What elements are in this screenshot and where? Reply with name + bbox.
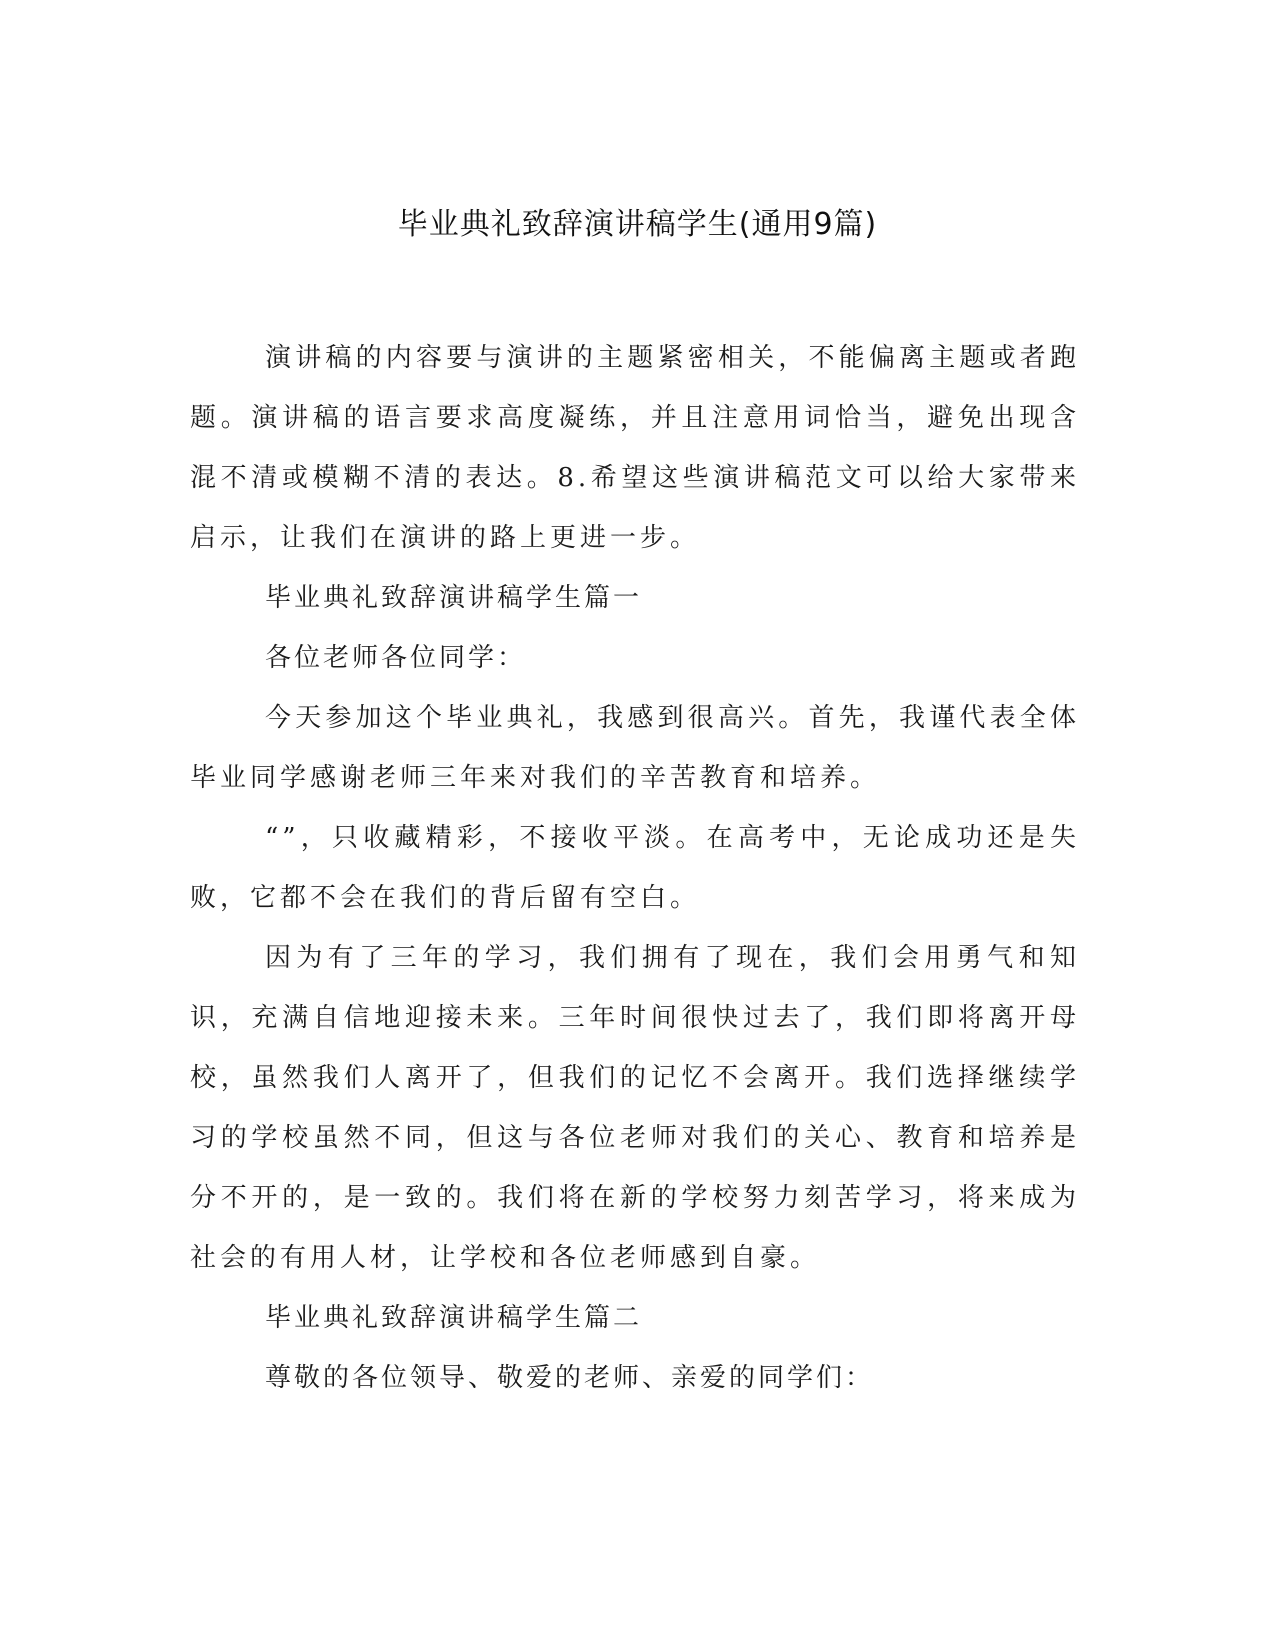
salutation-2: 尊敬的各位领导、敬爱的老师、亲爱的同学们： bbox=[265, 1363, 875, 1393]
section-heading-2: 毕业典礼致辞演讲稿学生篇二 bbox=[265, 1303, 643, 1333]
document-body bbox=[190, 328, 1080, 1408]
section-heading-1: 毕业典礼致辞演讲稿学生篇一 bbox=[265, 583, 643, 613]
speech-paragraph-2: “”，只收藏精彩，不接收平淡。在高考中，无论成功还是失败，它都不会在我们的背后留有空白。 bbox=[190, 823, 1080, 913]
intro-paragraph: 演讲稿的内容要与演讲的主题紧密相关，不能偏离主题或者跑题。演讲稿的语言要求高度凝练，并且注意用词恰当，避免出现含混不清或模糊不清的表达。8.希望这些演讲稿范文可以给大家带来启示，让我们在演讲的路上更进一步。 bbox=[190, 343, 1080, 553]
document-title: 毕业典礼致辞演讲稿学生(通用9篇) bbox=[397, 207, 878, 242]
salutation-1: 各位老师各位同学： bbox=[265, 643, 527, 673]
speech-paragraph-3: 因为有了三年的学习，我们拥有了现在，我们会用勇气和知识，充满自信地迎接未来。三年时间很快过去了，我们即将离开母校，虽然我们人离开了，但我们的记忆不会离开。我们选择继续学习的学校虽然不同，但这与各位老师对我们的关心、教育和培养是分不开的，是一致的。我们将在新的学校努力刻苦学习，将来成为社会的有用人材，让学校和各位老师感到自豪。 bbox=[190, 943, 1080, 1273]
speech-paragraph-1: 今天参加这个毕业典礼，我感到很高兴。首先，我谨代表全体毕业同学感谢老师三年来对我们的辛苦教育和培养。 bbox=[190, 703, 1080, 793]
